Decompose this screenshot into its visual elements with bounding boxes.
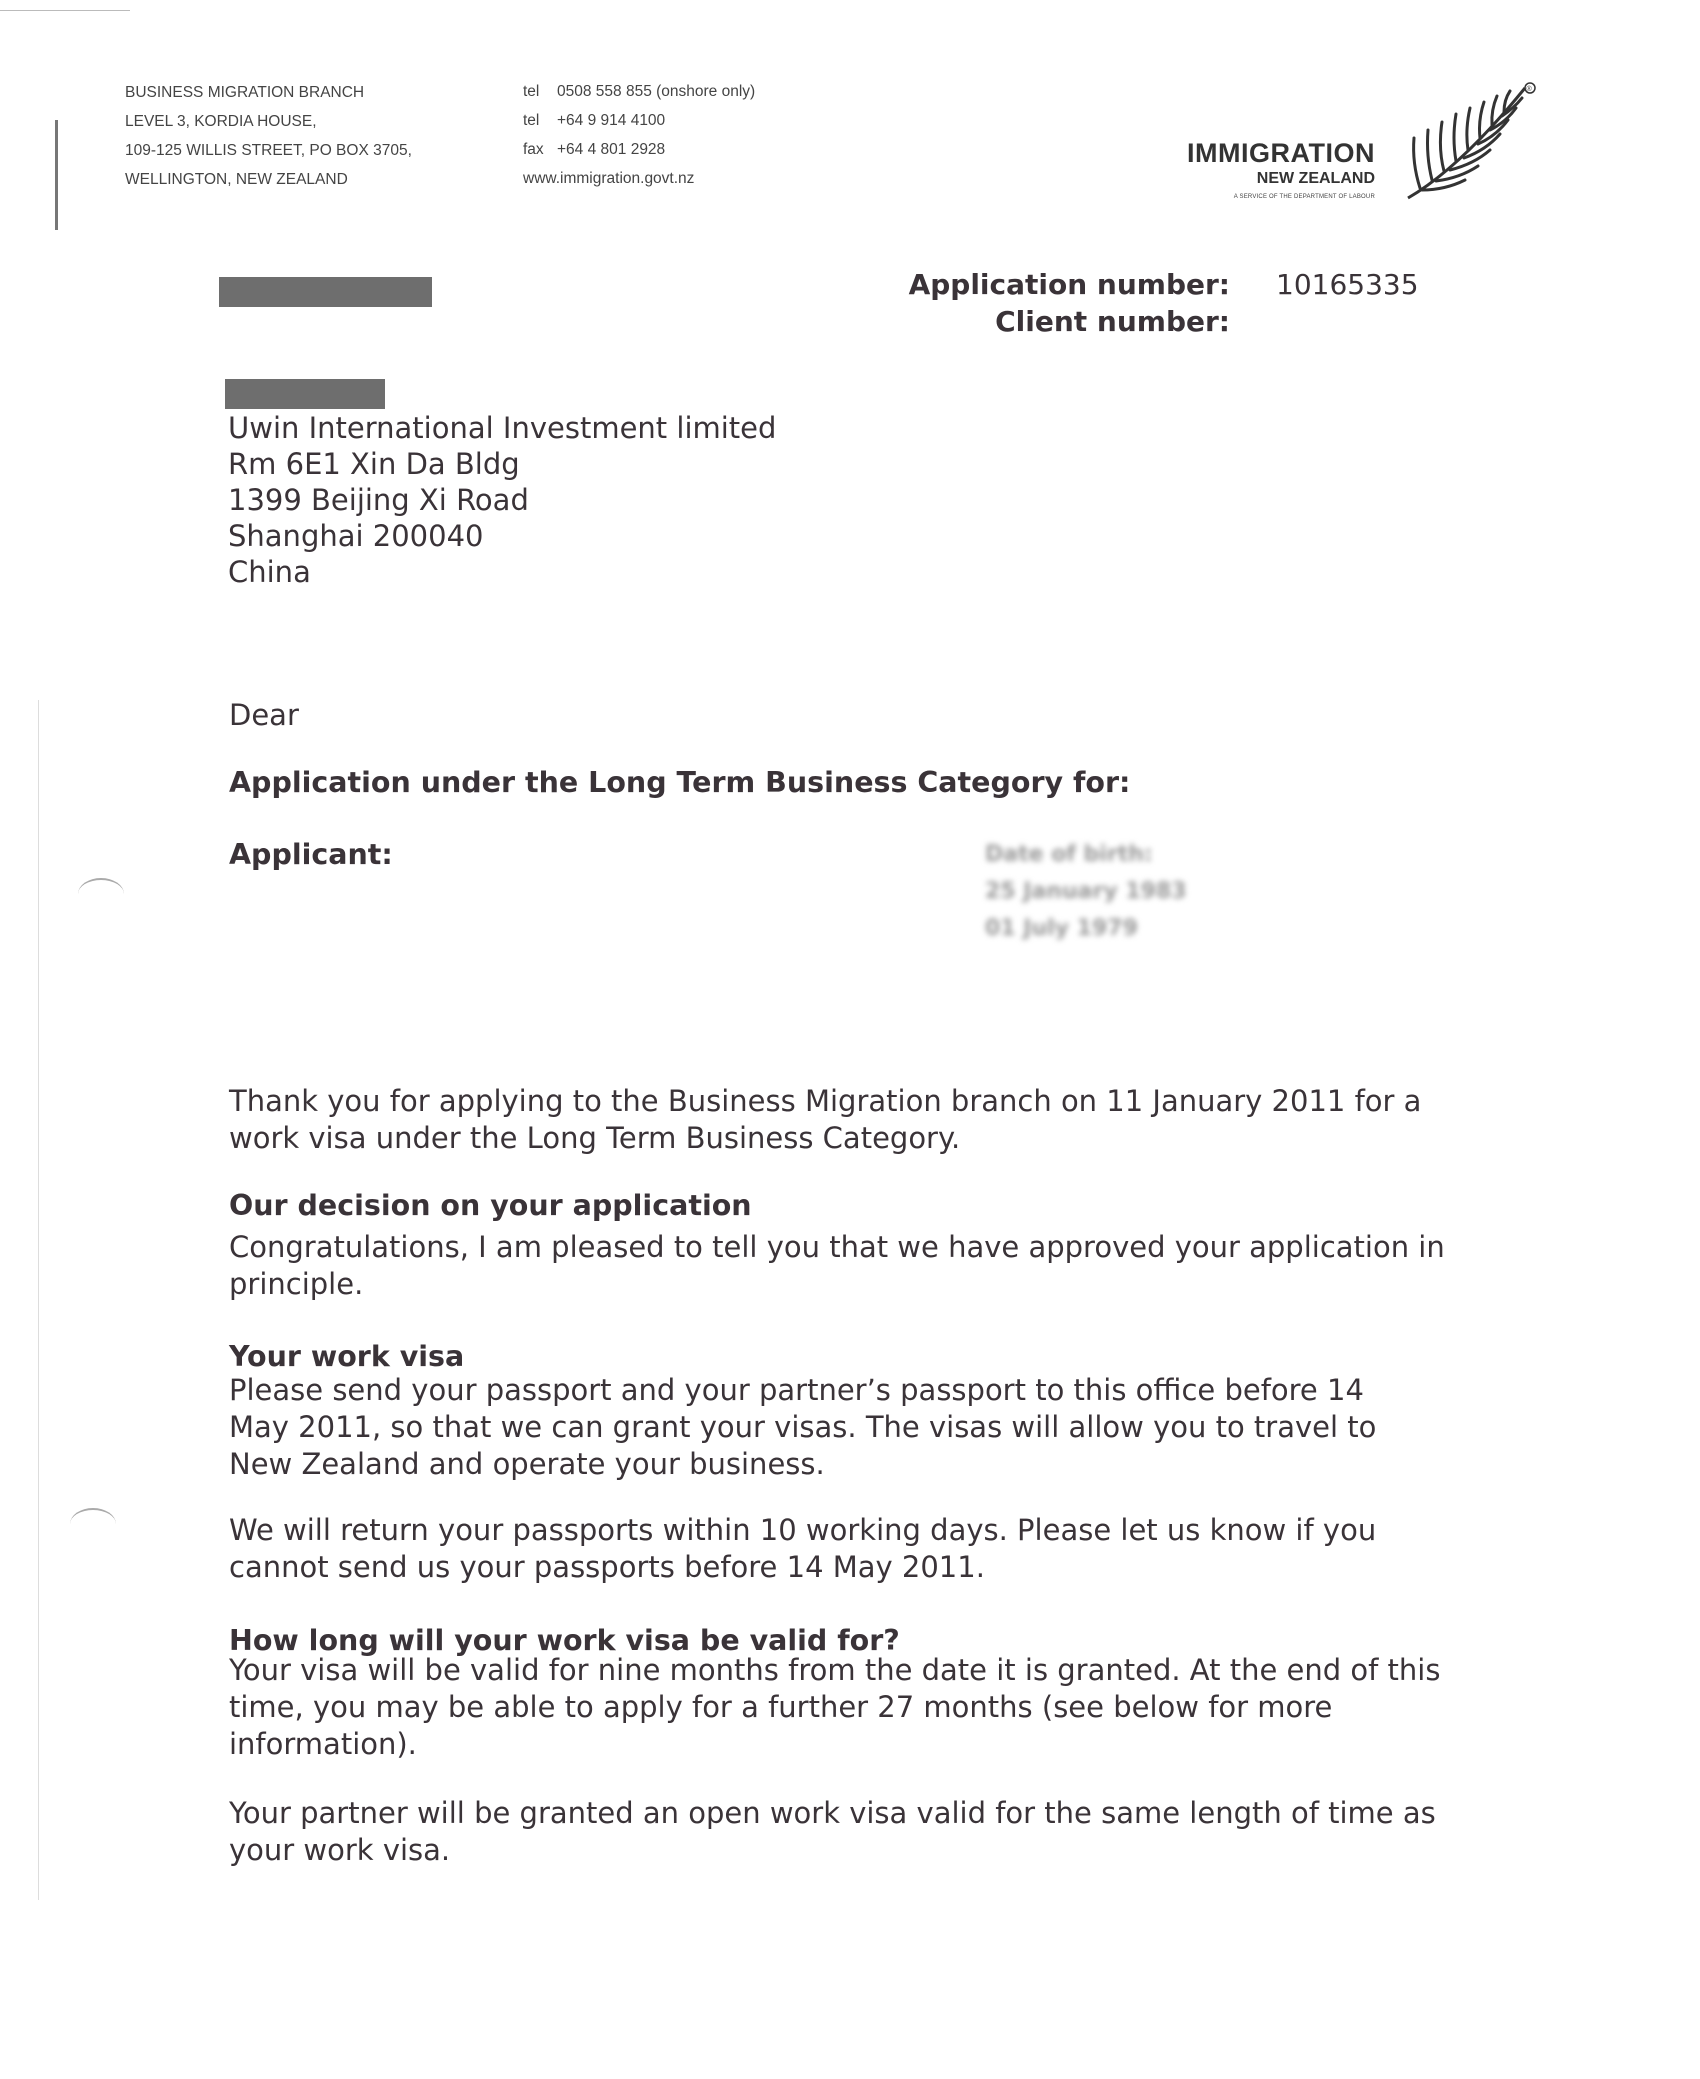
- contact-website: www.immigration.govt.nz: [523, 170, 695, 187]
- recipient-line: Rm 6E1 Xin Da Bldg: [228, 447, 520, 481]
- address-line: BUSINESS MIGRATION BRANCH: [125, 84, 365, 101]
- redacted-date: [219, 277, 432, 307]
- contact-fax: fax +64 4 801 2928: [523, 141, 666, 158]
- logo-title: IMMIGRATION: [1187, 138, 1375, 168]
- address-line: 109-125 WILLIS STREET, PO BOX 3705,: [125, 142, 412, 159]
- letterhead-contacts: [523, 77, 755, 193]
- redacted-recipient-name: [225, 379, 385, 409]
- punch-hole-mark: [78, 878, 124, 910]
- logo-subtitle: NEW ZEALAND: [1256, 170, 1375, 187]
- address-line: WELLINGTON, NEW ZEALAND: [125, 171, 348, 188]
- blurred-applicant-details: Date of birth: 25 January 1983 01 July 1979: [985, 842, 1187, 941]
- logo-tagline: A SERVICE OF THE DEPARTMENT OF LABOUR: [1233, 194, 1375, 200]
- punch-hole-mark: [70, 1508, 116, 1540]
- work-visa-paragraph-1: Please send your passport and your partner’s passport to this office before 14 May 2011, so that we can grant your visas. The visas will allow you to travel to New Zealand and operate your business.: [229, 1373, 1377, 1481]
- letter-subject: Application under the Long Term Business Category for:: [229, 766, 1131, 799]
- client-number-label: Client number:: [995, 305, 1230, 338]
- scan-edge-line: [55, 120, 58, 230]
- silver-fern-icon: [1390, 78, 1540, 208]
- scan-margin-line: [38, 700, 39, 1900]
- salutation: Dear: [229, 698, 299, 732]
- recipient-line: China: [228, 555, 311, 589]
- section-heading-decision: Our decision on your application: [229, 1189, 752, 1222]
- registered-mark: ®: [1526, 86, 1532, 93]
- contact-phone-onshore: tel 0508 558 855 (onshore only): [523, 83, 756, 100]
- applicant-label: Applicant:: [229, 838, 393, 871]
- contact-phone: tel +64 9 914 4100: [523, 112, 666, 129]
- application-number-label: Application number:: [908, 268, 1230, 301]
- immigration-logo: [1180, 78, 1540, 208]
- section-heading-work-visa: Your work visa: [229, 1340, 465, 1373]
- intro-paragraph: Thank you for applying to the Business Migration branch on 11 January 2011 for a work visa under the Long Term Business Category.: [229, 1084, 1422, 1155]
- letterhead-address: [125, 78, 412, 194]
- decision-paragraph: Congratulations, I am pleased to tell you that we have approved your application in principle.: [229, 1230, 1445, 1301]
- recipient-line: Uwin International Investment limited: [228, 411, 777, 445]
- recipient-address: [228, 410, 776, 590]
- validity-paragraph-2: Your partner will be granted an open work visa valid for the same length of time as your work visa.: [229, 1796, 1436, 1867]
- validity-paragraph-1: Your visa will be valid for nine months from the date it is granted. At the end of this time, you may be able to apply for a further 27 months (see below for more information).: [229, 1653, 1441, 1761]
- recipient-line: Shanghai 200040: [228, 519, 484, 553]
- section-heading-validity: How long will your work visa be valid for?: [229, 1624, 900, 1657]
- application-number-value: 10165335: [1276, 268, 1419, 301]
- scan-top-line: [0, 10, 130, 11]
- recipient-line: 1399 Beijing Xi Road: [228, 483, 529, 517]
- work-visa-paragraph-2: We will return your passports within 10 working days. Please let us know if you cannot send us your passports before 14 May 2011.: [229, 1513, 1377, 1584]
- address-line: LEVEL 3, KORDIA HOUSE,: [125, 113, 317, 130]
